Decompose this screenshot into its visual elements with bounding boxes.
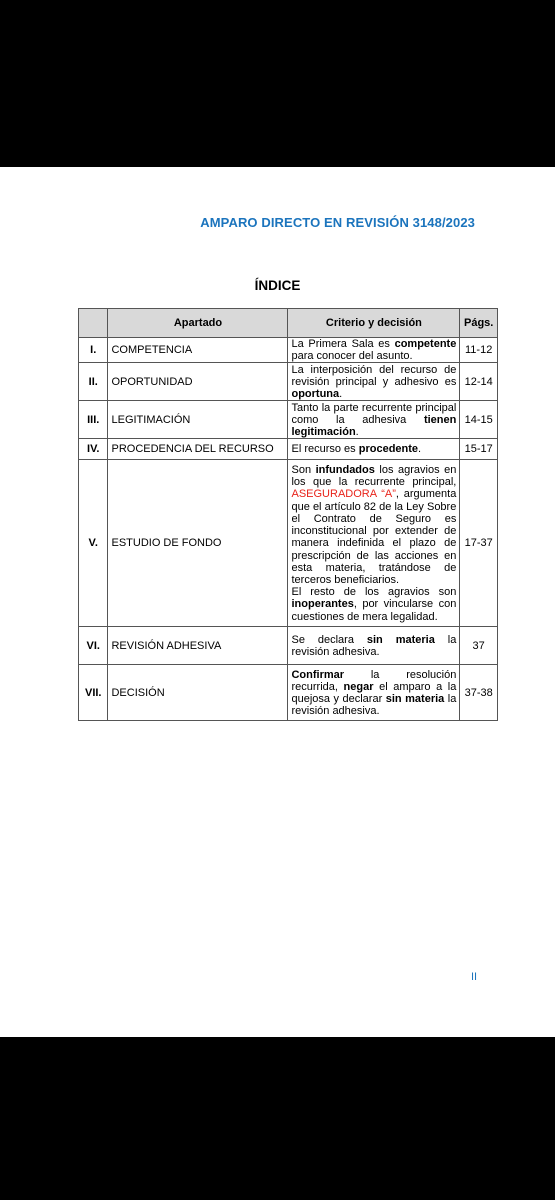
highlighted-party: ASEGURADORA “A” bbox=[291, 488, 396, 501]
row-section: LEGITIMACIÓN bbox=[108, 401, 288, 439]
row-criterion: Son infundados los agravios en los que la recurrente principal, ASEGURADORA “A”, argumenta que el artículo 82 de la Ley Sobre el Contrato de Seguro es inconstitucional por extender de manera indefinida el plazo de prescripción de las acciones en esta materia, tratándose de terceros beneficiarios. El resto de los agravios son inoperantes, por vincularse con cuestiones de mera legalidad. bbox=[288, 460, 460, 627]
row-number: I. bbox=[79, 338, 108, 363]
row-section: ESTUDIO DE FONDO bbox=[108, 460, 288, 627]
row-pages: 37 bbox=[460, 627, 498, 665]
table-row bbox=[79, 460, 498, 627]
row-number: II. bbox=[79, 363, 108, 401]
table-row bbox=[79, 627, 498, 665]
row-number: III. bbox=[79, 401, 108, 439]
row-criterion: Tanto la parte recurrente principal como la adhesiva tienen legitimación. bbox=[288, 401, 460, 439]
row-section: OPORTUNIDAD bbox=[108, 363, 288, 401]
index-title: ÍNDICE bbox=[254, 278, 301, 293]
table-row bbox=[79, 401, 498, 439]
row-criterion: Confirmar la resolución recurrida, negar el amparo a la quejosa y declarar sin materia la revisión adhesiva. bbox=[288, 665, 460, 721]
header-section: Apartado bbox=[108, 309, 288, 338]
row-pages: 14-15 bbox=[460, 401, 498, 439]
header-criterion: Criterio y decisión bbox=[288, 309, 460, 338]
row-criterion: Se declara sin materia la revisión adhesiva. bbox=[288, 627, 460, 665]
row-number: VI. bbox=[79, 627, 108, 665]
row-section: DECISIÓN bbox=[108, 665, 288, 721]
table-header-row bbox=[79, 309, 498, 338]
row-pages: 37-38 bbox=[460, 665, 498, 721]
row-criterion: La Primera Sala es competente para conocer del asunto. bbox=[288, 338, 460, 363]
row-number: V. bbox=[79, 460, 108, 627]
table-row bbox=[79, 439, 498, 460]
row-pages: 15-17 bbox=[460, 439, 498, 460]
table-row bbox=[79, 665, 498, 721]
case-header: AMPARO DIRECTO EN REVISIÓN 3148/2023 bbox=[200, 215, 475, 230]
document-page bbox=[0, 167, 555, 1037]
index-table bbox=[78, 308, 498, 721]
header-blank bbox=[79, 309, 108, 338]
row-number: VII. bbox=[79, 665, 108, 721]
row-criterion: El recurso es procedente. bbox=[288, 439, 460, 460]
table-row bbox=[79, 338, 498, 363]
row-number: IV. bbox=[79, 439, 108, 460]
table-row bbox=[79, 363, 498, 401]
row-criterion: La interposición del recurso de revisión principal y adhesivo es oportuna. bbox=[288, 363, 460, 401]
row-section: REVISIÓN ADHESIVA bbox=[108, 627, 288, 665]
header-pages: Págs. bbox=[460, 309, 498, 338]
row-pages: 11-12 bbox=[460, 338, 498, 363]
row-pages: 17-37 bbox=[460, 460, 498, 627]
row-section: COMPETENCIA bbox=[108, 338, 288, 363]
page-number: II bbox=[471, 971, 478, 983]
row-section: PROCEDENCIA DEL RECURSO bbox=[108, 439, 288, 460]
row-pages: 12-14 bbox=[460, 363, 498, 401]
